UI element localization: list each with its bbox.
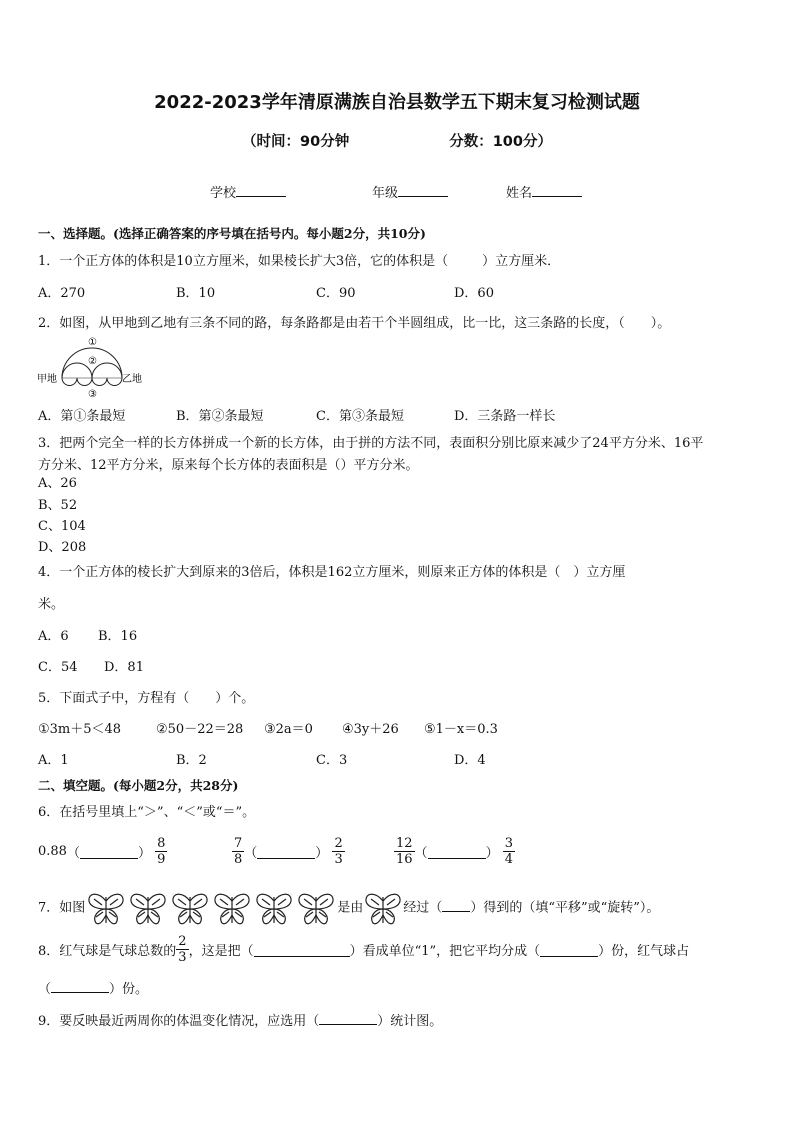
q7-blank[interactable] [442,897,470,912]
question-3-line-2: 方分米、12平方分米，原来每个长方体的表面积是（）平方分米。 [38,458,419,473]
school-field [210,182,286,201]
q8-text-c: ）看成单位“1”，把它平均分成（ [349,944,541,959]
q3-option-b[interactable]: B、52 [38,498,78,513]
question-5: 5．下面式子中，方程有（ ）个。 [38,691,255,706]
butterfly-icon [295,889,337,927]
question-7 [38,888,659,928]
q4-option-a[interactable]: A．6 [38,629,69,644]
end-label: 乙地 [122,374,142,385]
q2-option-d[interactable]: D．三条路一样长 [454,409,556,424]
butterfly-icon [85,889,127,927]
q8-text-d: ）份，红气球占 [598,944,690,959]
q5-option-c[interactable]: C．3 [316,753,348,768]
q2-option-b[interactable]: B．第②条最短 [176,409,264,424]
section-2-heading: 二、填空题。(每小题2分，共28分) [38,778,239,793]
route-3-arcs [62,378,122,386]
q8-text-e: （ [38,982,52,997]
q2-option-c[interactable]: C．第③条最短 [316,409,404,424]
q8-text-a: 8．红气球是气球总数的 [38,944,177,959]
name-field [506,182,582,201]
q6-fraction-7-8: $\frac{7}{8}$ [234,836,243,867]
q6-blank-1[interactable] [80,844,138,859]
q8-blank-1[interactable] [254,942,350,957]
q1-text-b: ）立方厘米． [482,254,561,269]
grade-label: 年级 [372,186,399,201]
question-8-line-2 [38,978,148,997]
q9-blank[interactable] [319,1010,377,1025]
name-blank[interactable] [532,182,582,197]
butterfly-icon [169,889,211,927]
q9-text-b: ）统计图。 [377,1014,443,1029]
q7-text-c: 经过（ [403,900,443,916]
exam-subtitle [0,130,794,151]
q3-option-a[interactable]: A、26 [38,476,77,491]
butterfly-sequence [85,888,337,928]
q6-lhs-decimal: 0.88 [38,844,67,859]
question-9 [38,1010,442,1029]
q5-option-d[interactable]: D．4 [454,753,486,768]
grade-blank[interactable] [398,182,448,197]
q8-blank-3[interactable] [51,978,109,993]
q5-option-a[interactable]: A．1 [38,753,69,768]
school-label: 学校 [210,186,237,201]
q5-expr-1: ①3m＋5＜48 [38,722,122,737]
q7-text-a: 7．如图 [38,900,86,916]
grade-field [372,182,448,201]
q7-text-d: ）得到的（填“平移”或“旋转”）。 [470,900,660,916]
route-1-label: ① [88,337,97,348]
question-6: 6．在括号里填上“＞”、“＜”或“＝”。 [38,805,256,820]
q6-fraction-12-16: $\frac{12}{16}$ [396,836,413,867]
page-title: 2022-2023学年清原满族自治县数学五下期末复习检测试题 [154,92,640,113]
q3-option-d[interactable]: D、208 [38,540,87,555]
q4-option-b[interactable]: B．16 [98,629,138,644]
time-limit: （时间：90分钟 [242,134,350,150]
question-2: 2．如图，从甲地到乙地有三条不同的路，每条路都是由若干个半圆组成，比一比，这三条路的长度，（ ）。 [38,316,671,331]
semicircle-routes-figure [36,334,148,400]
q4-option-d[interactable]: D．81 [104,660,144,675]
butterfly-icon [127,889,169,927]
q3-option-c[interactable]: C、104 [38,519,86,534]
section-1-heading: 一、选择题。(选择正确答案的序号填在括号内。每小题2分，共10分) [38,226,426,241]
q8-fraction-2-3: $\frac{2}{3}$ [178,934,187,965]
school-blank[interactable] [236,182,286,197]
q6-fraction-3-4: $\frac{3}{4}$ [504,836,513,867]
q6-fraction-2-3: $\frac{2}{3}$ [334,836,343,867]
q1-option-d[interactable]: D．60 [454,286,494,301]
q6-compare-1: 0.88（ ） $\frac{8}{9}$ [38,836,166,867]
q8-text-b: ，这是把（ [188,944,254,959]
total-score: 分数：100分） [449,134,552,150]
q5-option-b[interactable]: B．2 [176,753,207,768]
butterfly-icon [363,889,403,927]
q5-expr-2: ②50－22＝28 [156,722,244,737]
q5-expr-3: ③2a＝0 [264,722,313,737]
q6-compare-2: $\frac{7}{8}$ （ ） $\frac{2}{3}$ [234,836,343,867]
question-8-line-1 [38,934,689,970]
question-4-line-1: 4．一个正方体的棱长扩大到原来的3倍后，体积是162立方厘米，则原来正方体的体积是（ ）立方厘 [38,565,626,580]
question-4-line-2: 米。 [38,597,65,612]
q8-text-g: ）份。 [109,982,149,997]
butterfly-icon [211,889,253,927]
route-2-label: ② [88,356,97,367]
q1-text-a: 1．一个正方体的体积是10立方厘米，如果棱长扩大3倍，它的体积是（ [38,254,449,269]
name-label: 姓名 [506,186,533,201]
question-1 [38,250,560,269]
question-3-line-1: 3．把两个完全一样的长方体拼成一个新的长方体，由于拼的方法不同，表面积分别比原来减少了24平方分米、16平 [38,436,704,451]
q6-blank-3[interactable] [428,844,486,859]
q5-expr-4: ④3y＋26 [342,722,399,737]
q6-fraction-8-9: $\frac{8}{9}$ [157,836,166,867]
routes-svg [36,334,148,400]
butterfly-icon [253,889,295,927]
q8-blank-2[interactable] [540,942,598,957]
q2-option-a[interactable]: A．第①条最短 [38,409,126,424]
q7-text-b: 是由 [337,900,364,916]
route-3-label: ③ [88,389,97,400]
q5-expr-5: ⑤1－x＝0.3 [424,722,498,737]
q4-option-c[interactable]: C．54 [38,660,78,675]
q1-option-a[interactable]: A．270 [38,286,86,301]
q1-option-c[interactable]: C．90 [316,286,356,301]
q1-option-b[interactable]: B．10 [176,286,216,301]
start-label: 甲地 [37,374,57,385]
q9-text-a: 9．要反映最近两周你的体温变化情况，应选用（ [38,1014,320,1029]
q6-compare-3: $\frac{12}{16}$ （ ） $\frac{3}{4}$ [396,836,513,867]
q6-blank-2[interactable] [257,844,315,859]
